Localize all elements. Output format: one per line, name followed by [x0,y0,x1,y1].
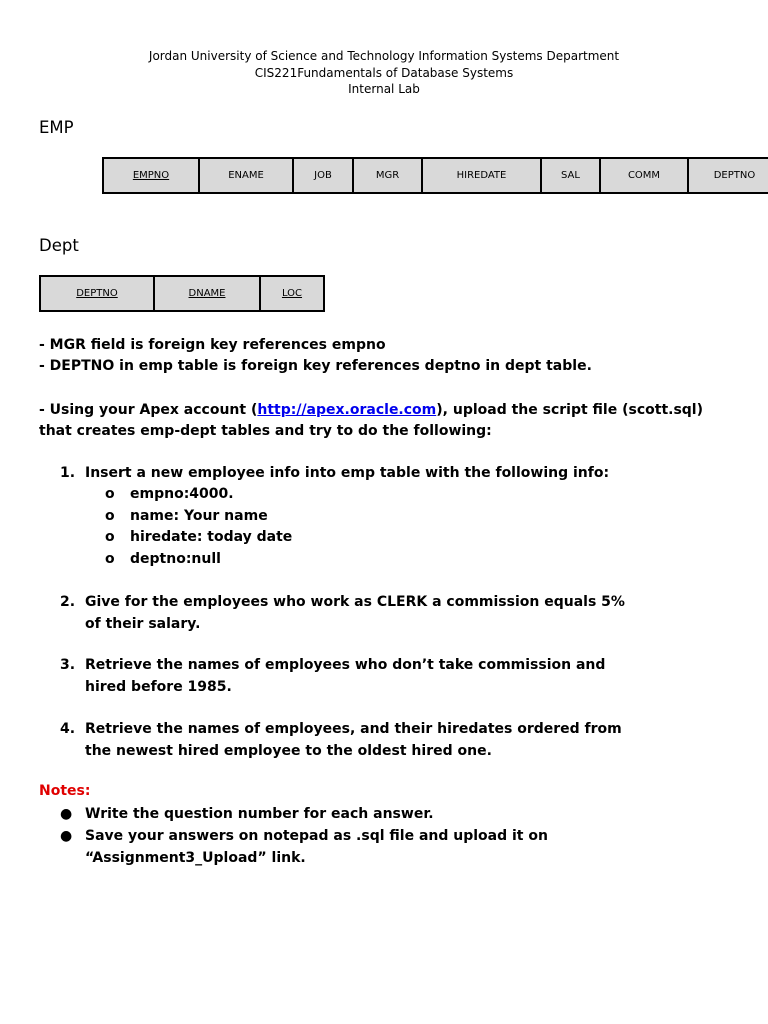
sub-marker: o [105,508,115,524]
bullet-icon: ● [60,806,73,822]
dept-title: Dept [39,236,79,255]
note-text: Save your answers on notepad as .sql file and upload it on “Assignment3_Upload” link. [85,828,548,866]
dept-col-deptno: DEPTNO [40,276,154,311]
note-text: Write the question number for each answer. [85,806,434,822]
question-number: 3. [60,657,76,673]
dept-table [39,275,325,312]
question-number: 4. [60,721,76,737]
emp-col-job: JOB [293,158,353,193]
intro-line-2: that creates emp-dept tables and try to do the following: [39,423,492,439]
apex-link[interactable]: http://apex.oracle.com [257,402,437,418]
sub-text: empno:4000. [130,486,234,502]
question-text: Retrieve the names of employees who don’t take commission and hired before 1985. [85,657,606,695]
dept-col-dname: DNAME [154,276,260,311]
intro-suffix: ), upload the script file (scott.sql) [436,402,704,418]
lab-line: Internal Lab [348,82,420,96]
constraint-mgr: - MGR field is foreign key references empno [39,337,386,353]
sub-marker: o [105,551,115,567]
emp-col-comm: COMM [600,158,688,193]
course-line: CIS221Fundamentals of Database Systems [254,65,514,80]
sub-text: deptno:null [130,551,221,567]
emp-table [102,157,768,194]
question-text: Insert a new employee info into emp table with the following info: [85,465,610,481]
emp-col-sal: SAL [541,158,600,193]
notes-title: Notes: [39,783,91,799]
sub-text: hiredate: today date [130,529,293,545]
question-text: Give for the employees who work as CLERK a commission equals 5% of their salary. [85,594,625,632]
intro-line-1 [39,400,703,421]
sub-marker: o [105,486,115,502]
constraint-deptno: - DEPTNO in emp table is foreign key references deptno in dept table. [39,358,592,374]
emp-col-ename: ENAME [199,158,293,193]
question-text: Retrieve the names of employees, and their hiredates ordered from the newest hired employee to the oldest hired one. [85,721,622,759]
question-number: 2. [60,594,76,610]
emp-col-empno: EMPNO [103,158,199,193]
emp-col-mgr: MGR [353,158,422,193]
sub-text: name: Your name [130,508,268,524]
bullet-icon: ● [60,828,73,844]
question-number: 1. [60,465,76,481]
dept-col-loc: LOC [260,276,324,311]
dept-header-row [40,276,324,311]
sub-marker: o [105,529,115,545]
intro-prefix: - Using your Apex account ( [39,402,258,418]
emp-col-hiredate: HIREDATE [422,158,541,193]
emp-header-row [103,158,768,193]
university-line: Jordan University of Science and Technology Information Systems Department [148,49,620,63]
emp-col-deptno: DEPTNO [688,158,768,193]
document-header [0,48,768,98]
emp-title: EMP [39,118,74,137]
